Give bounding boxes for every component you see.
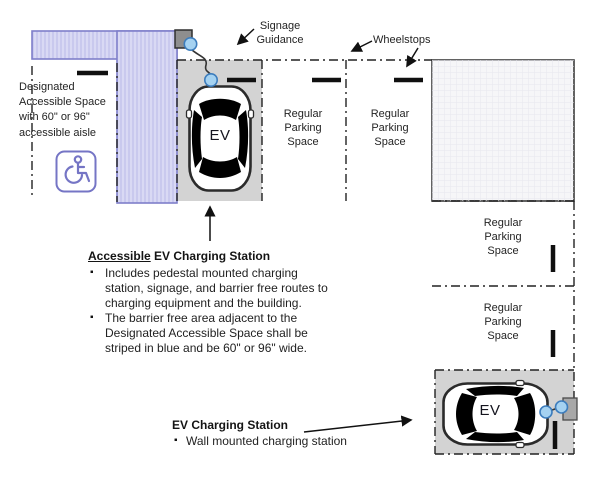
bullet-text: charging equipment and the building. <box>105 296 302 310</box>
title-underlined-word: Accessible <box>88 249 151 263</box>
bullet-text: station, signage, and barrier free routes to <box>105 281 328 295</box>
regular-line: Regular <box>283 108 323 120</box>
ev-badge-vertical-car: EV <box>209 127 231 144</box>
designated-accessible-space-label <box>19 80 129 141</box>
bullet-item <box>172 434 402 449</box>
regular-line: Parking <box>371 122 409 134</box>
bullet-item <box>88 311 408 326</box>
title-rest: EV Charging Station <box>150 249 271 263</box>
regular-line: Space <box>374 136 406 148</box>
regular-line: Regular <box>483 302 523 314</box>
signage-line-2: Guidance <box>256 33 304 46</box>
signage-guidance-label <box>248 20 312 47</box>
bullet-item <box>88 266 408 281</box>
regular-line: Parking <box>484 231 522 243</box>
regular-space-label-4 <box>469 301 537 343</box>
bullet-marker: ▪ <box>90 267 94 278</box>
ev-station-title: EV Charging Station <box>172 418 289 432</box>
bullet-text: striped in blue and be 60" or 96" wide. <box>105 341 307 355</box>
bullet-text: Wall mounted charging station <box>186 434 347 448</box>
bullet-text: Includes pedestal mounted charging <box>105 266 298 280</box>
charging-connector-icon <box>540 406 552 418</box>
regular-space-label-1 <box>269 107 337 149</box>
bullet-marker: ▪ <box>90 312 94 323</box>
building-footprint <box>432 60 574 201</box>
designated-line-4: accessible aisle <box>19 126 97 139</box>
regular-line: Space <box>287 136 319 148</box>
charging-connector-icon <box>556 401 568 413</box>
accessible-ev-station-section <box>88 249 408 356</box>
charging-connector-icon <box>184 38 196 50</box>
bullet-text: Designated Accessible Space shall be <box>105 326 308 340</box>
signage-line-1: Signage <box>259 20 301 32</box>
regular-line: Regular <box>370 108 410 120</box>
charging-connector-icon <box>205 74 217 86</box>
bullet-text: The barrier free area adjacent to the <box>105 311 298 325</box>
regular-line: Space <box>487 330 519 342</box>
arrow-wheelstops-right <box>407 48 418 66</box>
wheelchair-accessible-icon <box>55 150 97 193</box>
ev-badge-horizontal-car: EV <box>479 402 501 419</box>
ev-station-section <box>172 418 402 449</box>
regular-space-label-3 <box>469 216 537 258</box>
designated-line-2: Accessible Space <box>19 96 106 109</box>
regular-space-label-2 <box>356 107 424 149</box>
regular-line: Regular <box>483 217 523 229</box>
designated-line-3: with 60" or 96" <box>19 111 90 124</box>
regular-line: Space <box>487 245 519 257</box>
bullet-marker: ▪ <box>174 435 178 446</box>
wheelstops-label: Wheelstops <box>373 34 431 46</box>
accessible-ev-station-title <box>88 249 408 263</box>
designated-line-1: Designated <box>19 81 75 93</box>
arrow-wheelstops-left <box>352 41 372 51</box>
regular-line: Parking <box>284 122 322 134</box>
regular-line: Parking <box>484 316 522 328</box>
